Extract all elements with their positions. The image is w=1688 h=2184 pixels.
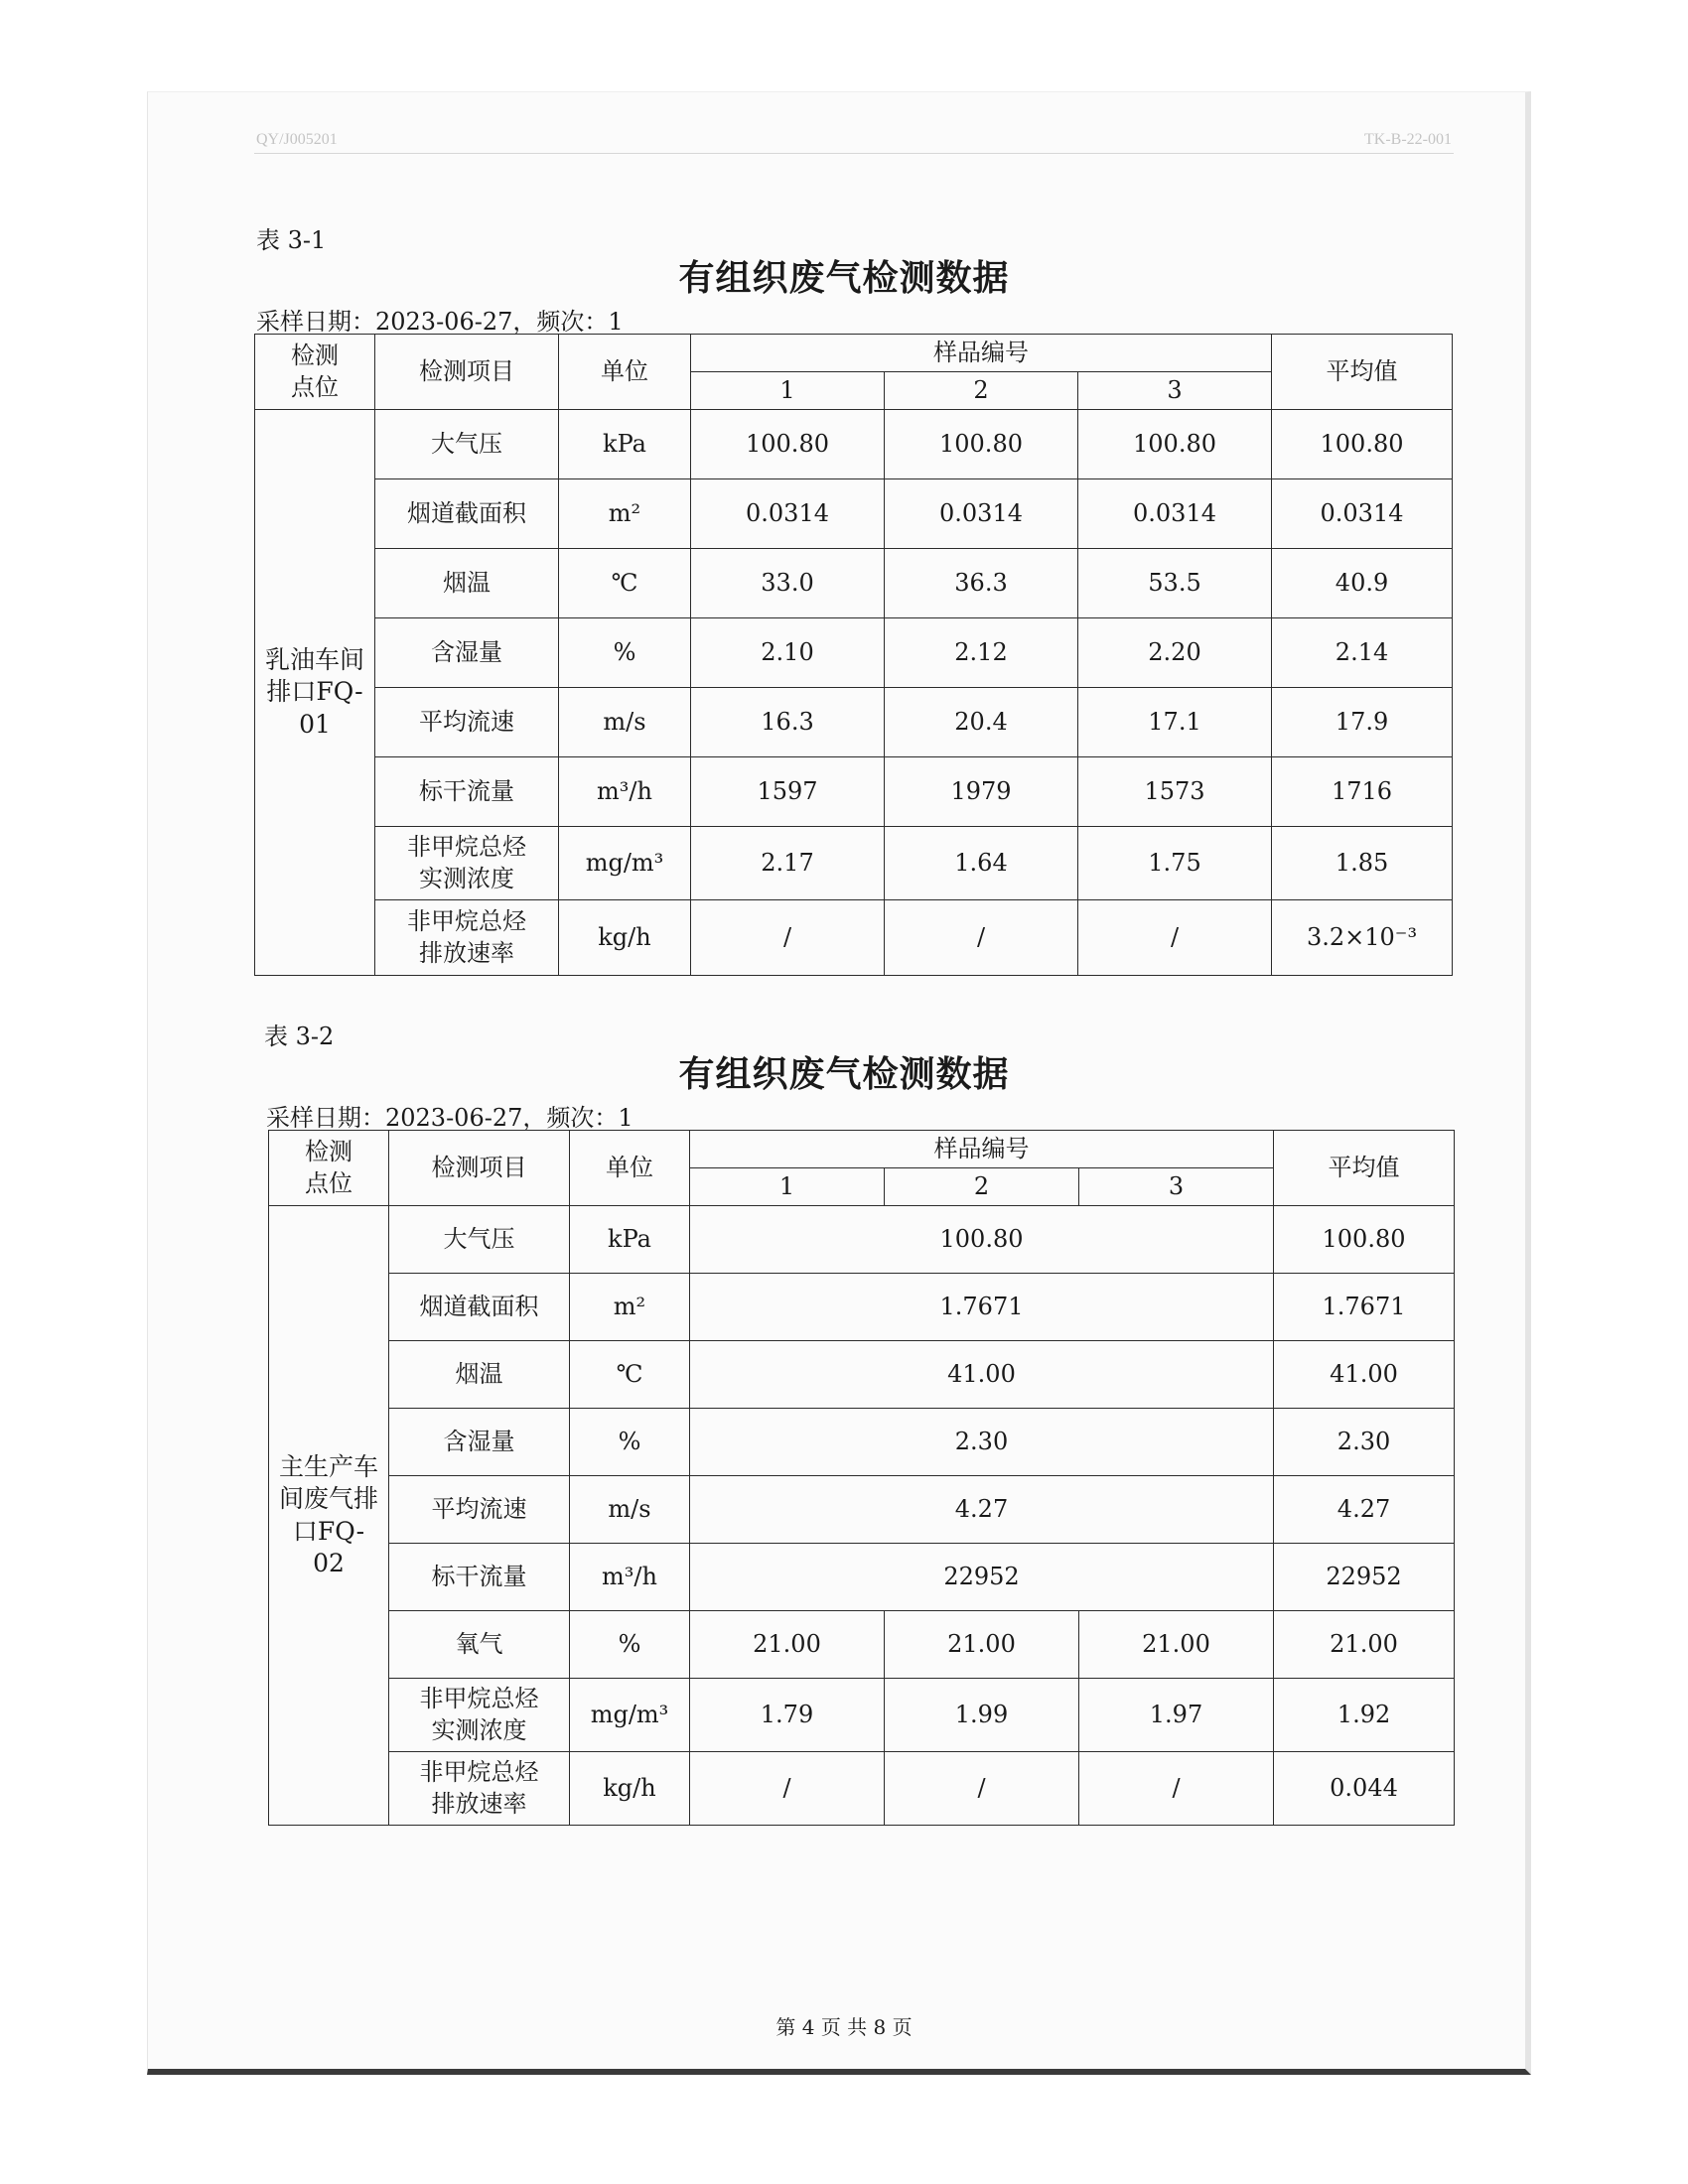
item-cell: 平均流速	[389, 1476, 570, 1544]
item-cell: 含湿量	[389, 1409, 570, 1476]
sample-2-cell: 1979	[885, 757, 1078, 827]
header-rule	[254, 153, 1454, 154]
sample-1-cell: 16.3	[691, 688, 885, 757]
sample-1-cell: 2.17	[691, 827, 885, 900]
table1-head-unit: 单位	[559, 335, 691, 410]
average-cell: 21.00	[1274, 1611, 1455, 1679]
average-cell: 100.80	[1272, 410, 1453, 479]
sample-1-cell: 0.0314	[691, 479, 885, 549]
sample-3-cell: 0.0314	[1078, 479, 1272, 549]
table2-label: 表 3-2	[264, 1023, 335, 1050]
sample-3-cell: /	[1078, 900, 1272, 976]
sample-2-cell: 20.4	[885, 688, 1078, 757]
sample-1-cell: /	[691, 900, 885, 976]
header-report-code: TK-B-22-001	[1364, 131, 1452, 148]
sample-2-cell: 1.64	[885, 827, 1078, 900]
unit-cell: %	[559, 618, 691, 688]
item-cell: 标干流量	[389, 1544, 570, 1611]
average-cell: 1.7671	[1274, 1274, 1455, 1341]
unit-cell: mg/m³	[570, 1679, 690, 1752]
table-row	[269, 1611, 1455, 1679]
item-cell: 非甲烷总烃排放速率	[375, 900, 559, 976]
item-cell: 烟道截面积	[375, 479, 559, 549]
merged-value-cell: 2.30	[690, 1409, 1274, 1476]
unit-cell: m²	[559, 479, 691, 549]
table1-site-cell: 乳油车间排口FQ-01	[255, 410, 375, 976]
sample-2-cell: 36.3	[885, 549, 1078, 618]
item-cell: 平均流速	[375, 688, 559, 757]
table1-head-avg: 平均值	[1272, 335, 1453, 410]
table2-head-sample-group: 样品编号	[690, 1131, 1274, 1168]
unit-cell: m²	[570, 1274, 690, 1341]
table2-head-unit: 单位	[570, 1131, 690, 1206]
average-cell: 2.14	[1272, 618, 1453, 688]
sample-3-cell: 17.1	[1078, 688, 1272, 757]
unit-cell: kPa	[559, 410, 691, 479]
average-cell: 17.9	[1272, 688, 1453, 757]
table2-meta: 采样日期：2023-06-27，频次：1	[266, 1104, 633, 1132]
table-row	[255, 688, 1453, 757]
page-footer: 第 4 页 共 8 页	[775, 2015, 913, 2039]
sample-3-cell: 2.20	[1078, 618, 1272, 688]
table-row	[255, 900, 1453, 976]
unit-cell: kg/h	[570, 1752, 690, 1826]
sample-1-cell: 2.10	[691, 618, 885, 688]
sample-2-cell: /	[885, 1752, 1079, 1826]
item-cell: 非甲烷总烃排放速率	[389, 1752, 570, 1826]
sample-3-cell: 1.97	[1079, 1679, 1274, 1752]
item-cell: 烟温	[375, 549, 559, 618]
table-row	[269, 1206, 1455, 1274]
unit-cell: kg/h	[559, 900, 691, 976]
merged-value-cell: 41.00	[690, 1341, 1274, 1409]
table1-meta: 采样日期：2023-06-27，频次：1	[256, 308, 624, 336]
table-row	[269, 1544, 1455, 1611]
average-cell: 3.2×10⁻³	[1272, 900, 1453, 976]
sample-3-cell: 1.75	[1078, 827, 1272, 900]
table1-data	[254, 334, 1453, 976]
sample-1-cell: 1.79	[690, 1679, 885, 1752]
sample-1-cell: 21.00	[690, 1611, 885, 1679]
table1-label: 表 3-1	[256, 226, 327, 254]
table2-head-avg: 平均值	[1274, 1131, 1455, 1206]
sample-1-cell: 100.80	[691, 410, 885, 479]
table2-title: 有组织废气检测数据	[678, 1053, 1010, 1095]
sample-3-cell: 100.80	[1078, 410, 1272, 479]
item-cell: 非甲烷总烃实测浓度	[389, 1679, 570, 1752]
unit-cell: m/s	[559, 688, 691, 757]
table2-head-s1: 1	[690, 1168, 885, 1206]
table1-head-s2: 2	[885, 372, 1078, 410]
table1-head-item: 检测项目	[375, 335, 559, 410]
sample-2-cell: /	[885, 900, 1078, 976]
average-cell: 1.92	[1274, 1679, 1455, 1752]
table1-title: 有组织废气检测数据	[678, 257, 1010, 299]
item-cell: 含湿量	[375, 618, 559, 688]
average-cell: 2.30	[1274, 1409, 1455, 1476]
table1-head-s1: 1	[691, 372, 885, 410]
table-row	[269, 1752, 1455, 1826]
unit-cell: ℃	[559, 549, 691, 618]
table-row	[269, 1679, 1455, 1752]
average-cell: 41.00	[1274, 1341, 1455, 1409]
table2-head-site: 检测点位	[269, 1131, 389, 1206]
unit-cell: m³/h	[570, 1544, 690, 1611]
sample-2-cell: 0.0314	[885, 479, 1078, 549]
item-cell: 非甲烷总烃实测浓度	[375, 827, 559, 900]
item-cell: 氧气	[389, 1611, 570, 1679]
table-row	[255, 618, 1453, 688]
table-row	[269, 1341, 1455, 1409]
average-cell: 100.80	[1274, 1206, 1455, 1274]
header-doc-code: QY/J005201	[256, 131, 338, 148]
average-cell: 0.044	[1274, 1752, 1455, 1826]
table-row	[269, 1274, 1455, 1341]
table2-head-s3: 3	[1079, 1168, 1274, 1206]
unit-cell: ℃	[570, 1341, 690, 1409]
unit-cell: m/s	[570, 1476, 690, 1544]
item-cell: 大气压	[375, 410, 559, 479]
table-row	[255, 827, 1453, 900]
table2-head-s2: 2	[885, 1168, 1079, 1206]
table-row	[255, 479, 1453, 549]
sample-3-cell: 1573	[1078, 757, 1272, 827]
merged-value-cell: 4.27	[690, 1476, 1274, 1544]
average-cell: 1.85	[1272, 827, 1453, 900]
table-row	[255, 410, 1453, 479]
table2-data	[268, 1130, 1455, 1826]
average-cell: 22952	[1274, 1544, 1455, 1611]
table2-head-item: 检测项目	[389, 1131, 570, 1206]
average-cell: 40.9	[1272, 549, 1453, 618]
sample-3-cell: 21.00	[1079, 1611, 1274, 1679]
unit-cell: %	[570, 1409, 690, 1476]
table-row	[269, 1476, 1455, 1544]
sample-1-cell: 33.0	[691, 549, 885, 618]
item-cell: 烟温	[389, 1341, 570, 1409]
table1-head-s3: 3	[1078, 372, 1272, 410]
item-cell: 标干流量	[375, 757, 559, 827]
table-row	[255, 757, 1453, 827]
sample-1-cell: 1597	[691, 757, 885, 827]
average-cell: 4.27	[1274, 1476, 1455, 1544]
merged-value-cell: 22952	[690, 1544, 1274, 1611]
table2-site-cell: 主生产车间废气排口FQ-02	[269, 1206, 389, 1826]
sample-2-cell: 2.12	[885, 618, 1078, 688]
average-cell: 0.0314	[1272, 479, 1453, 549]
sample-2-cell: 1.99	[885, 1679, 1079, 1752]
table1-head-sample-group: 样品编号	[691, 335, 1272, 372]
item-cell: 烟道截面积	[389, 1274, 570, 1341]
sample-1-cell: /	[690, 1752, 885, 1826]
item-cell: 大气压	[389, 1206, 570, 1274]
unit-cell: %	[570, 1611, 690, 1679]
merged-value-cell: 1.7671	[690, 1274, 1274, 1341]
sample-2-cell: 21.00	[885, 1611, 1079, 1679]
table-row	[255, 549, 1453, 618]
sample-3-cell: /	[1079, 1752, 1274, 1826]
unit-cell: kPa	[570, 1206, 690, 1274]
table1-head-site: 检测点位	[255, 335, 375, 410]
unit-cell: m³/h	[559, 757, 691, 827]
table-row	[269, 1409, 1455, 1476]
sample-2-cell: 100.80	[885, 410, 1078, 479]
average-cell: 1716	[1272, 757, 1453, 827]
unit-cell: mg/m³	[559, 827, 691, 900]
sample-3-cell: 53.5	[1078, 549, 1272, 618]
merged-value-cell: 100.80	[690, 1206, 1274, 1274]
